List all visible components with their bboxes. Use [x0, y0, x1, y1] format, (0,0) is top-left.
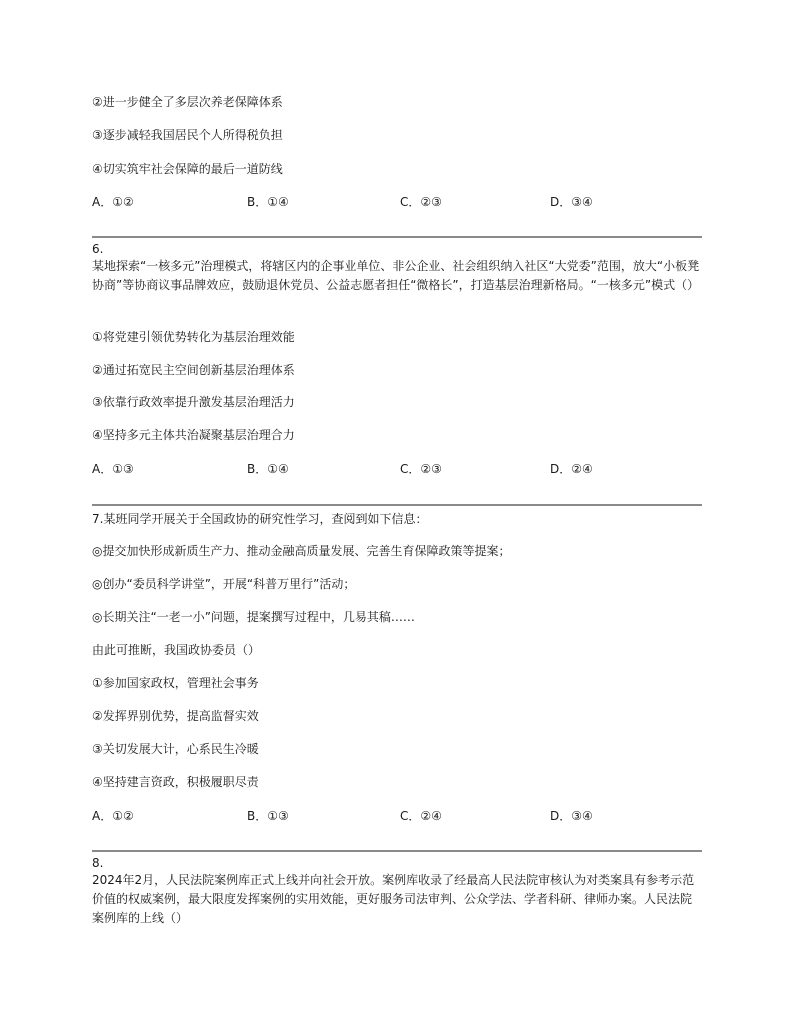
question-divider: [92, 236, 702, 238]
q5-statement-4: ④切实筑牢社会保障的最后一道防线: [92, 162, 283, 176]
q5-options: [92, 194, 702, 210]
q7-info-2: ◎创办“委员科学讲堂”，开展“科普万里行”活动；: [92, 577, 356, 591]
q7-statement-2: ②发挥界别优势，提高监督实效: [92, 709, 259, 723]
question-divider: [92, 504, 702, 506]
q8-number: 8.: [92, 856, 104, 870]
q5-option-b[interactable]: B．①④: [247, 195, 289, 209]
q6-number: 6.: [92, 242, 104, 256]
q6-option-a[interactable]: A．①③: [92, 462, 134, 476]
q5-statement-2: ②进一步健全了多层次养老保障体系: [92, 95, 283, 109]
q8-stem: 2024年2月，人民法院案例库正式上线并向社会开放。案例库收录了经最高人民法院审核认为对类案具有参考示范价值的权威案例，最大限度发挥案例的实用效能，更好服务司法审判、公众学法、学者科研、律师办案。人民法院案例库的上线（）: [92, 873, 695, 925]
q6-option-d[interactable]: D．②④: [550, 462, 593, 476]
q6-option-b[interactable]: B．①④: [247, 462, 289, 476]
q5-option-d[interactable]: D．③④: [550, 195, 593, 209]
q5-option-c[interactable]: C．②③: [400, 195, 442, 209]
q5-statement-3: ③逐步减轻我国居民个人所得税负担: [92, 128, 283, 142]
q7-options: [92, 808, 702, 824]
q6-statement-4: ④坚持多元主体共治凝聚基层治理合力: [92, 428, 295, 442]
q7-option-a[interactable]: A．①②: [92, 809, 134, 823]
q7-question: 由此可推断，我国政协委员（）: [92, 643, 261, 657]
question-divider: [92, 850, 702, 852]
q5-option-a[interactable]: A．①②: [92, 195, 134, 209]
q6-statement-1: ①将党建引领优势转化为基层治理效能: [92, 330, 295, 344]
q7-statement-4: ④坚持建言资政，积极履职尽责: [92, 775, 259, 789]
q7-statement-1: ①参加国家政权，管理社会事务: [92, 676, 259, 690]
q6-options: [92, 461, 702, 477]
q7-info-1: ◎提交加快形成新质生产力、推动金融高质量发展、完善生育保障政策等提案；: [92, 544, 511, 558]
q7-stem: 7.某班同学开展关于全国政协的研究性学习，查阅到如下信息：: [92, 512, 428, 526]
q7-option-d[interactable]: D．③④: [550, 809, 593, 823]
q6-statement-3: ③依靠行政效率提升激发基层治理活力: [92, 395, 295, 409]
q6-statement-2: ②通过拓宽民主空间创新基层治理体系: [92, 363, 295, 377]
q7-option-b[interactable]: B．①③: [247, 809, 289, 823]
q6-option-c[interactable]: C．②③: [400, 462, 442, 476]
q7-statement-3: ③关切发展大计，心系民生冷暖: [92, 742, 259, 756]
q7-option-c[interactable]: C．②④: [400, 809, 442, 823]
q7-info-3: ◎长期关注“一老一小”问题，提案撰写过程中，几易其稿……: [92, 610, 415, 624]
q6-stem: 某地探索“一核多元”治理模式，将辖区内的企事业单位、非公企业、社会组织纳入社区“大党委”范围，放大“小板凳协商”等协商议事品牌效应，鼓励退休党员、公益志愿者担任“微格长”，打造基层治理新格局。“一核多元”模式（）: [92, 259, 700, 292]
